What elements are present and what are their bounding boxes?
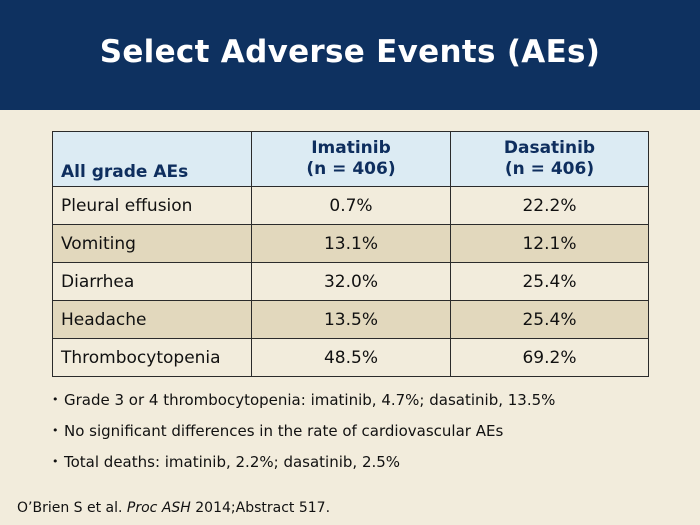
bullet-icon: • (52, 455, 59, 468)
bullet-icon: • (52, 424, 59, 437)
table-row (53, 301, 649, 339)
citation-journal: Proc ASH (126, 500, 191, 516)
row-label: Diarrhea (53, 263, 252, 301)
table-row (53, 263, 649, 301)
list-item (52, 390, 555, 416)
adverse-events-table (52, 131, 649, 377)
table-header-row (53, 132, 649, 187)
imatinib-value: 13.5% (252, 301, 451, 339)
slide-title: Select Adverse Events (AEs) (99, 34, 601, 70)
imatinib-value: 32.0% (252, 263, 451, 301)
bullet-text: Grade 3 or 4 thrombocytopenia: imatinib, 4.7%; dasatinib, 13.5% (64, 391, 556, 409)
imatinib-value: 13.1% (252, 225, 451, 263)
dasatinib-value: 25.4% (451, 301, 649, 339)
title-banner (0, 0, 700, 110)
citation (17, 500, 330, 516)
row-label: Thrombocytopenia (53, 339, 252, 377)
citation-details: 2014;Abstract 517. (190, 500, 331, 516)
row-label: Headache (53, 301, 252, 339)
header-dasatinib-n: (n = 406) (504, 159, 595, 179)
dasatinib-value: 12.1% (451, 225, 649, 263)
dasatinib-value: 22.2% (451, 187, 649, 225)
bullet-icon: • (52, 393, 59, 406)
dasatinib-value: 69.2% (451, 339, 649, 377)
header-dasatinib-name: Dasatinib (503, 138, 596, 158)
imatinib-value: 0.7% (252, 187, 451, 225)
bullet-text: Total deaths: imatinib, 2.2%; dasatinib, 2.5% (64, 453, 401, 471)
citation-authors: O’Brien S et al. (17, 500, 127, 516)
table-row (53, 339, 649, 377)
list-item (52, 452, 555, 478)
table-row (53, 225, 649, 263)
row-label: Pleural effusion (53, 187, 252, 225)
dasatinib-value: 25.4% (451, 263, 649, 301)
bullet-text: No significant differences in the rate of cardiovascular AEs (64, 422, 504, 440)
row-label: Vomiting (53, 225, 252, 263)
header-all-grade-aes: All grade AEs (53, 132, 252, 187)
table-row (53, 187, 649, 225)
imatinib-value: 48.5% (252, 339, 451, 377)
header-dasatinib (451, 132, 649, 187)
bullet-list (52, 390, 555, 483)
header-imatinib-name: Imatinib (311, 138, 391, 158)
list-item (52, 421, 555, 447)
header-imatinib (252, 132, 451, 187)
header-imatinib-n: (n = 406) (306, 159, 396, 179)
